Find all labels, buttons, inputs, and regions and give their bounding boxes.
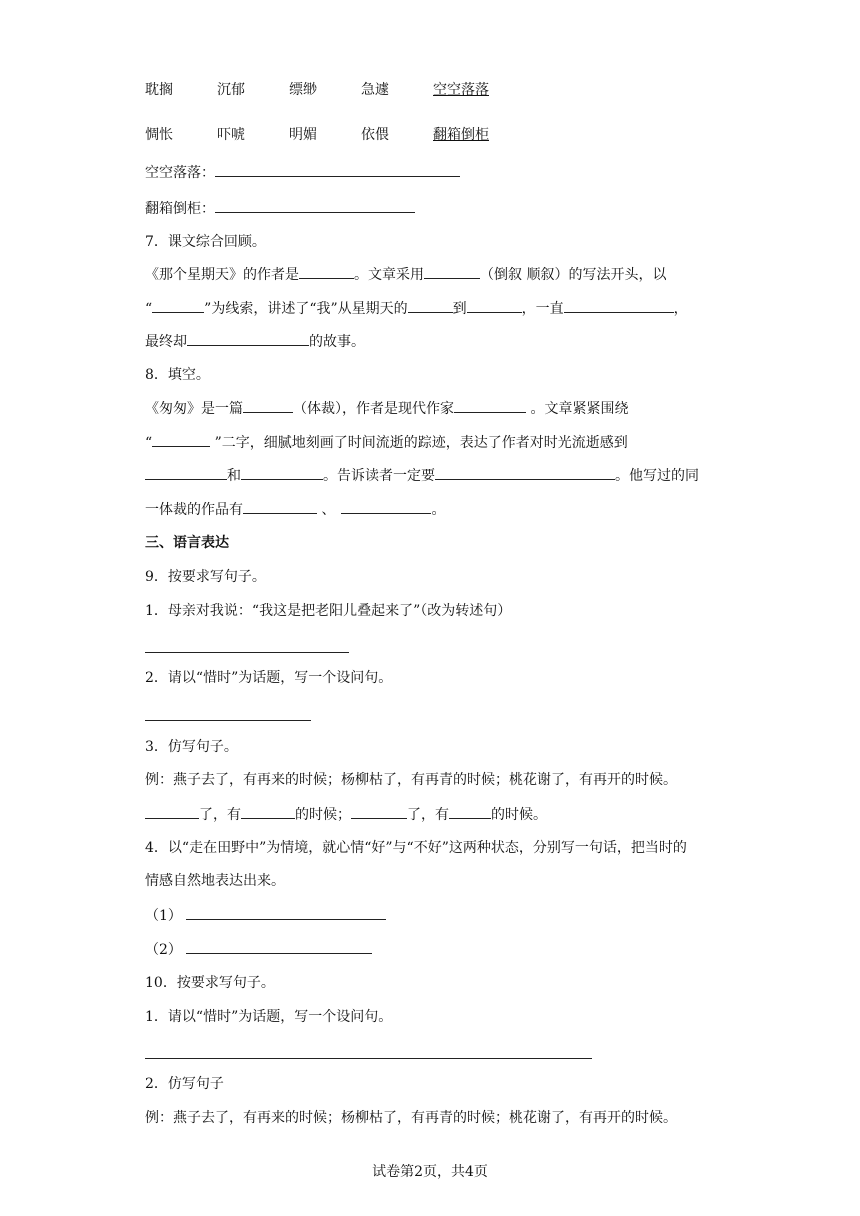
q9-title: 9．按要求写句子。 — [145, 569, 266, 585]
text: 的故事。 — [309, 334, 365, 350]
q7-line-2 — [145, 298, 688, 319]
answer-blank[interactable] — [449, 804, 491, 819]
text: 。他写过的同 — [615, 468, 699, 484]
answer-blank[interactable] — [564, 298, 674, 313]
q10-sub-1: 1．请以“惜时”为话题，写一个设问句。 — [145, 1009, 393, 1025]
text: ，一直 — [521, 301, 564, 317]
text: 了，有 — [199, 807, 241, 823]
text: 。 — [431, 502, 446, 518]
word: 吓唬 — [217, 127, 245, 143]
word: 依偎 — [361, 127, 389, 143]
answer-line[interactable] — [145, 1058, 592, 1059]
answer-blank[interactable] — [145, 804, 199, 819]
answer-blank[interactable] — [467, 298, 522, 313]
text: （体裁），作者是现代作家 — [293, 401, 454, 417]
q10-example: 例：燕子去了，有再来的时候；杨柳枯了，有再青的时候；桃花谢了，有再开的时候。 — [145, 1110, 677, 1126]
q9-sub-2: 2．请以“惜时”为话题，写一个设问句。 — [145, 670, 393, 686]
word: 急遽 — [361, 82, 389, 98]
text: 了，有 — [407, 807, 449, 823]
word-underlined: 空空落落 — [433, 82, 489, 98]
q9-option-2 — [145, 939, 372, 960]
text: ”为线索，讲述了“我”从星期天的 — [204, 301, 408, 317]
word: 缥缈 — [289, 82, 317, 98]
page-footer: 试卷第2页，共4页 — [372, 1164, 488, 1180]
text: 《那个星期天》的作者是 — [145, 267, 299, 283]
answer-blank[interactable] — [243, 398, 293, 413]
answer-blank[interactable] — [243, 499, 317, 514]
q9-sub-4-b: 情感自然地表达出来。 — [145, 873, 285, 889]
q7-title: 7．课文综合回顾。 — [145, 234, 266, 250]
fx-label: 翻箱倒柜： — [145, 201, 215, 217]
answer-line[interactable] — [145, 720, 311, 721]
section-3-heading: 三、语言表达 — [145, 535, 229, 551]
answer-blank[interactable] — [299, 264, 354, 279]
answer-blank[interactable] — [408, 298, 453, 313]
q10-sub-2: 2．仿写句子 — [145, 1076, 224, 1092]
answer-blank[interactable] — [145, 465, 227, 480]
text: 的时候； — [295, 807, 351, 823]
text: “ — [145, 435, 153, 451]
answer-blank[interactable] — [241, 465, 323, 480]
answer-blank[interactable] — [215, 162, 460, 177]
text: 和 — [227, 468, 241, 484]
answer-blank[interactable] — [215, 198, 415, 213]
text: 一体裁的作品有 — [145, 502, 243, 518]
text: 。文章采用 — [354, 267, 424, 283]
word: 惆怅 — [145, 127, 173, 143]
text: ， — [673, 301, 688, 317]
answer-blank[interactable] — [424, 264, 480, 279]
word: 耽搁 — [145, 82, 173, 98]
fx-explain-line — [145, 198, 415, 219]
answer-blank[interactable] — [186, 905, 386, 920]
text: 的时候。 — [491, 807, 547, 823]
text: ”二字，细腻地刻画了时间流逝的踪迹，表达了作者对时光流逝感到 — [210, 435, 628, 451]
word: 沉郁 — [217, 82, 245, 98]
q8-line-1 — [145, 398, 628, 419]
text: “ — [145, 301, 153, 317]
q8-line-2 — [145, 432, 628, 453]
answer-blank[interactable] — [187, 331, 309, 346]
kk-label: 空空落落： — [145, 165, 215, 181]
q9-option-1 — [145, 905, 386, 926]
answer-blank[interactable] — [186, 939, 372, 954]
answer-blank[interactable] — [435, 465, 615, 480]
q8-line-4 — [145, 499, 445, 520]
text: （1） — [145, 908, 182, 924]
q9-sub-4-a: 4．以“走在田野中”为情境，就心情“好”与“不好”这两种状态，分别写一句话，把当时的 — [145, 840, 687, 856]
answer-blank[interactable] — [341, 499, 431, 514]
answer-blank[interactable] — [241, 804, 295, 819]
q9-sub-1: 1．母亲对我说：“我这是把老阳儿叠起来了”（改为转述句） — [145, 603, 512, 619]
answer-blank[interactable] — [152, 432, 210, 447]
answer-blank[interactable] — [351, 804, 407, 819]
word: 明媚 — [289, 127, 317, 143]
q10-title: 10．按要求写句子。 — [145, 975, 275, 991]
text: （倒叙 顺叙）的写法开头，以 — [480, 267, 667, 283]
text: 《匆匆》是一篇 — [145, 401, 243, 417]
q9-example: 例：燕子去了，有再来的时候；杨柳枯了，有再青的时候；桃花谢了，有再开的时候。 — [145, 772, 677, 788]
q7-line-1 — [145, 264, 666, 285]
word-underlined: 翻箱倒柜 — [433, 127, 489, 143]
answer-line[interactable] — [145, 652, 349, 653]
text: 到 — [452, 301, 467, 317]
answer-blank[interactable] — [454, 398, 526, 413]
q7-line-3 — [145, 331, 365, 352]
text: 最终却 — [145, 334, 187, 350]
answer-blank[interactable] — [152, 298, 204, 313]
text: 、 — [317, 502, 336, 518]
text: 。告诉读者一定要 — [323, 468, 435, 484]
q8-title: 8．填空。 — [145, 367, 210, 383]
q9-sub-3: 3．仿写句子。 — [145, 739, 238, 755]
text: （2） — [145, 942, 182, 958]
q9-fill-line — [145, 804, 547, 825]
text: 。文章紧紧围绕 — [526, 401, 629, 417]
kk-explain-line — [145, 162, 460, 183]
q8-line-3 — [145, 465, 699, 486]
